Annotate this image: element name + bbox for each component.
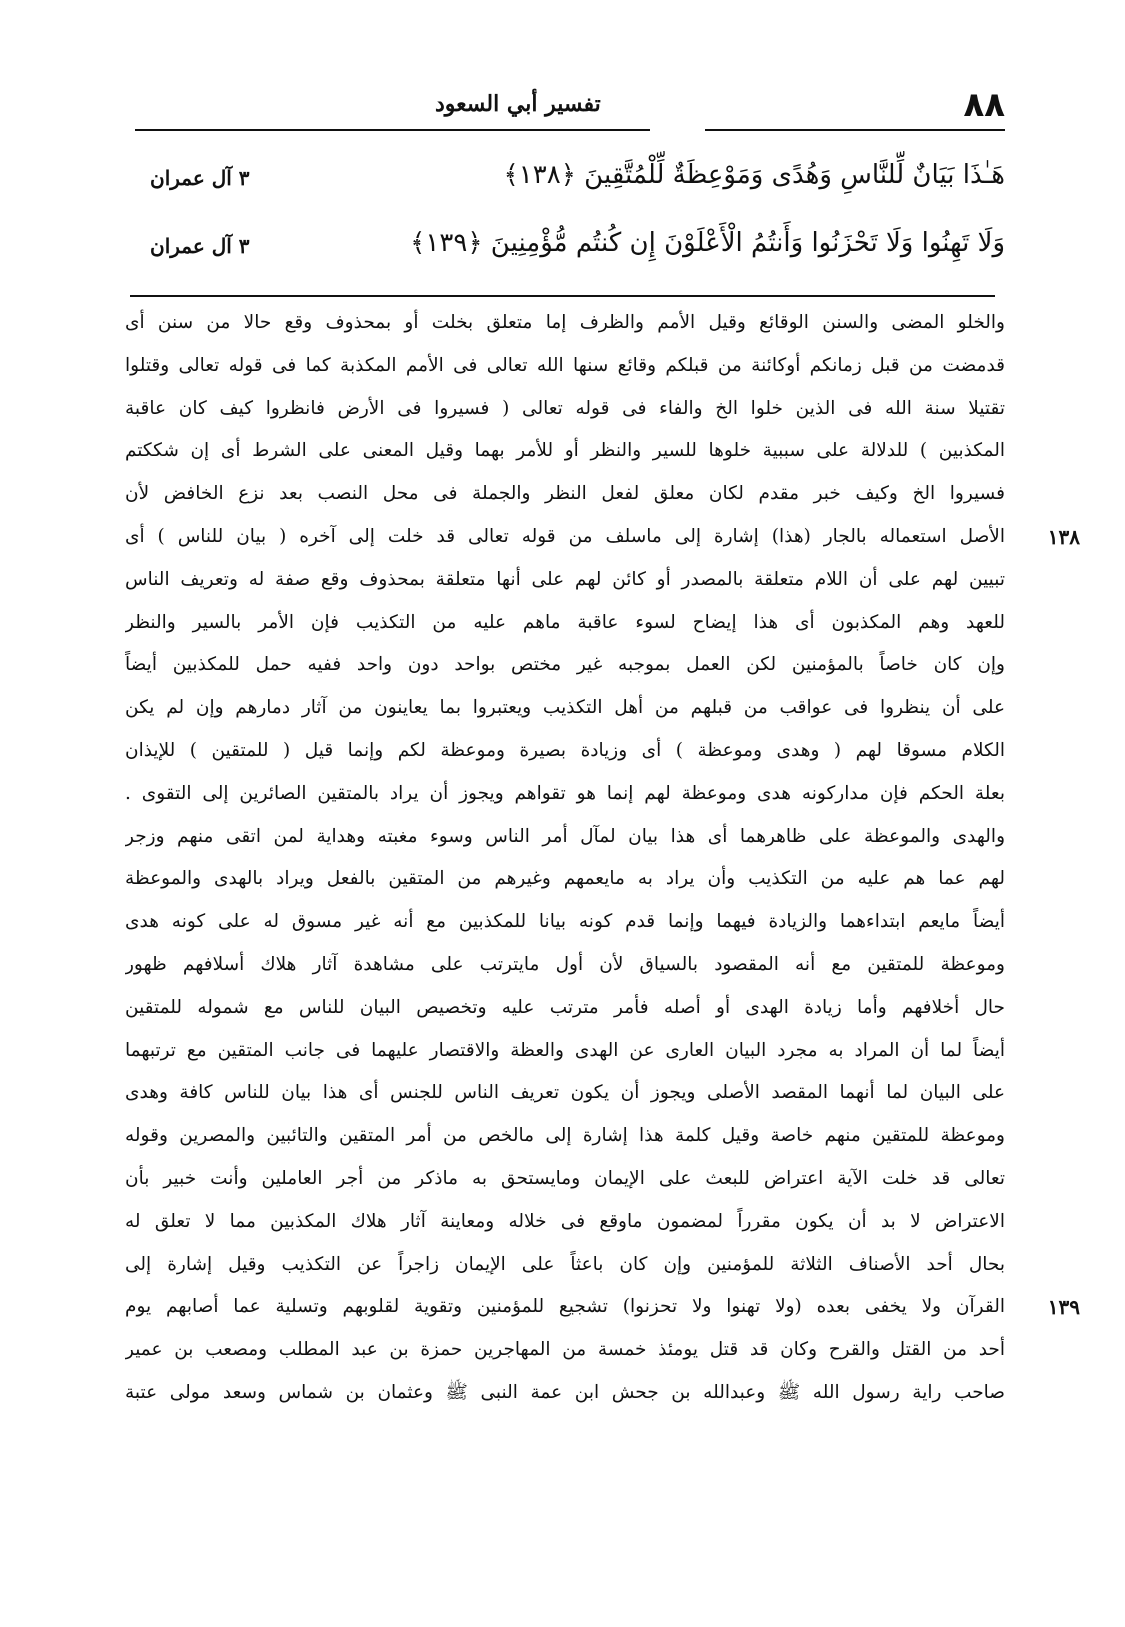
text-line: أيضاً مايعم ابتداءهما والزيادة فيهما وإنما قدم كونه بيانا للمكذبين مع أنه غير مسوق له على كونه هدى <box>125 911 1005 933</box>
text-line: وموعظة للمتقين منهم خاصة وقيل كلمة هذا إشارة إلى مالخص من أمر المتقين والتائبين والمصرين وقوله <box>125 1125 1005 1147</box>
text-line: حال أخلافهم وأما زيادة الهدى أو أصله فأمر مترتب عليه وتخصيص البيان للناس مع شموله للمتقين <box>125 996 1005 1018</box>
text-line: أيضاً لما أن المراد به مجرد البيان العارى عن الهدى والعظة والاقتصار عليهما فى جانب المتقين مع ترتبهما <box>125 1039 1005 1061</box>
quran-verse-139 <box>150 228 1005 278</box>
line-text: الأصل استعماله بالجار (هذا) إشارة إلى ماسلف من قوله تعالى قد خلت إلى آخره ( بيان للناس ) أى <box>125 525 1005 547</box>
text-line <box>125 516 1080 559</box>
text-line <box>125 730 1005 773</box>
text-line: للعهد وهم المكذبون أى هذا إيضاح لسوء عاقبة ماهم عليه من التكذيب فإن الأمر بالسير والنظر <box>125 611 1005 633</box>
verses-divider <box>130 295 995 297</box>
text-line: قدمضت من قبل زمانكم أوكائنة من قبلكم وقائع سنها الله تعالى فى الأمم المكذبة كما فى قوله تعالى وقتلوا <box>125 354 1005 376</box>
text-line: وموعظة للمتقين مع أنه المقصود بالسياق لأن أول مايترتب على مشاهدة آثار هلاك أسلافهم ظهور <box>125 953 1005 975</box>
text-line <box>125 388 1005 431</box>
header-rule <box>705 129 1005 131</box>
running-title: تفسير أبي السعود <box>435 91 601 117</box>
page-header <box>135 85 1005 135</box>
commentary-text <box>125 302 1080 1415</box>
text-line <box>125 1286 1080 1329</box>
text-line: أحد من القتل والقرح وكان قد قتل يومئذ خمسة من المهاجرين حمزة بن عبد المطلب ومصعب بن عمير <box>125 1339 1005 1361</box>
verse-reference: ٣ آل عمران <box>150 166 250 190</box>
text-line: والخلو المضى والسنن الوقائع وقيل الأمم والظرف إما متعلق بخلت أو بمحذوف وقع حالا من سنن أى <box>125 312 1005 333</box>
text-line: المكذبين ) للدلالة على سببية خلوها للسير والنظر أو للأمر بهما وقيل المعنى على الشرط أى إن شككتم <box>125 440 1005 462</box>
text-line: لهم عما هم عليه من التكذيب وأن يراد به مايعمهم وغيرهم من المتقين بالفعل ويراد بالهدى والموعظة <box>125 868 1005 890</box>
verse-reference: ٣ آل عمران <box>150 234 250 258</box>
text-line: صاحب راية رسول الله ﷺ وعبدالله بن جحش ابن عمة النبى ﷺ وعثمان بن شماس وسعد مولى عتبة <box>125 1381 1005 1403</box>
text-line: الاعتراض لا بد أن يكون مقرراً لمضمون ماوقع فى خلاله ومعاينة آثار هلاك المكذبين مما لا تعلق له <box>125 1210 1005 1232</box>
text-line: على البيان لما أنهما المقصد الأصلى ويجوز أن يكون تعريف الناس للجنس أى هذا بيان للناس كافة وهدى <box>125 1082 1005 1104</box>
page-number: ٨٨ <box>963 85 1005 125</box>
text-line: وإن كان خاصاً بالمؤمنين لكن العمل بموجبه غير مختص بواحد دون واحد ففيه حمل للمكذبين أيضاً <box>125 654 1005 676</box>
line-text: تقتيلا سنة الله فى الذين خلوا الخ والفاء فى قوله تعالى ( فسيروا فى الأرض فانظروا كيف كان عاقبة <box>125 397 1005 419</box>
verse-line-number: ١٣٨ <box>1047 524 1080 549</box>
text-line: والهدى والموعظة على ظاهرهما أى هذا بيان لمآل أمر الناس وسوء مغبته وهداية لمن اتقى منهم وزجر <box>125 825 1005 847</box>
text-line: تبيين لهم على أن اللام متعلقة بالمصدر أو كائن لهم على أنها متعلقة بمحذوف وقع صفة له وتعريف الناس <box>125 568 1005 590</box>
verse-line-number: ١٣٩ <box>1047 1295 1080 1320</box>
line-text: الكلام مسوقا لهم ( وهدى وموعظة ) أى وزيادة بصيرة وموعظة لكم وإنما قيل ( للمتقين ) للإيذان <box>125 739 1005 761</box>
verse-text: وَلَا تَهِنُوا وَلَا تَحْزَنُوا وَأَنتُمُ الْأَعْلَوْنَ إِن كُنتُم مُّؤْمِنِينَ ﴿١٣٩﴾ <box>410 228 1005 258</box>
text-line: بعلة الحكم فإن مداركونه هدى وموعظة لهم إنما هو تقواهم ويجوز أن يراد بالمتقين الصائرين إلى التقوى . <box>125 782 1005 804</box>
verse-text: هَـٰذَا بَيَانٌ لِّلنَّاسِ وَهُدًى وَمَوْعِظَةٌ لِّلْمُتَّقِينَ ﴿١٣٨﴾ <box>503 160 1005 190</box>
text-line: على أن ينظروا فى عواقب من قبلهم من أهل التكذيب ويعتبروا بما يعاينون من آثار دمارهم وإن لم يكن <box>125 697 1005 719</box>
line-text: القرآن ولا يخفى بعده (ولا تهنوا ولا تحزنوا) تشجيع للمؤمنين وتقوية لقلوبهم وتسلية عما أصابهم يوم <box>125 1296 1005 1318</box>
header-rule <box>135 129 650 131</box>
text-line: بحال أحد الأصناف الثلاثة للمؤمنين وإن كان باعثاً على الإيمان زاجراً عن التكذيب وقيل إشارة إلى <box>125 1253 1005 1275</box>
quran-verse-138 <box>150 160 1005 210</box>
text-line: فسيروا الخ وكيف خبر مقدم لكان معلق لفعل النظر والجملة فى محل النصب بعد نزع الخافض لأن <box>125 483 1005 505</box>
text-line: تعالى قد خلت الآية اعتراض للبعث على الإيمان ومايستحق به ماذكر من أجر العاملين وأنت خبير بأن <box>125 1167 1005 1189</box>
